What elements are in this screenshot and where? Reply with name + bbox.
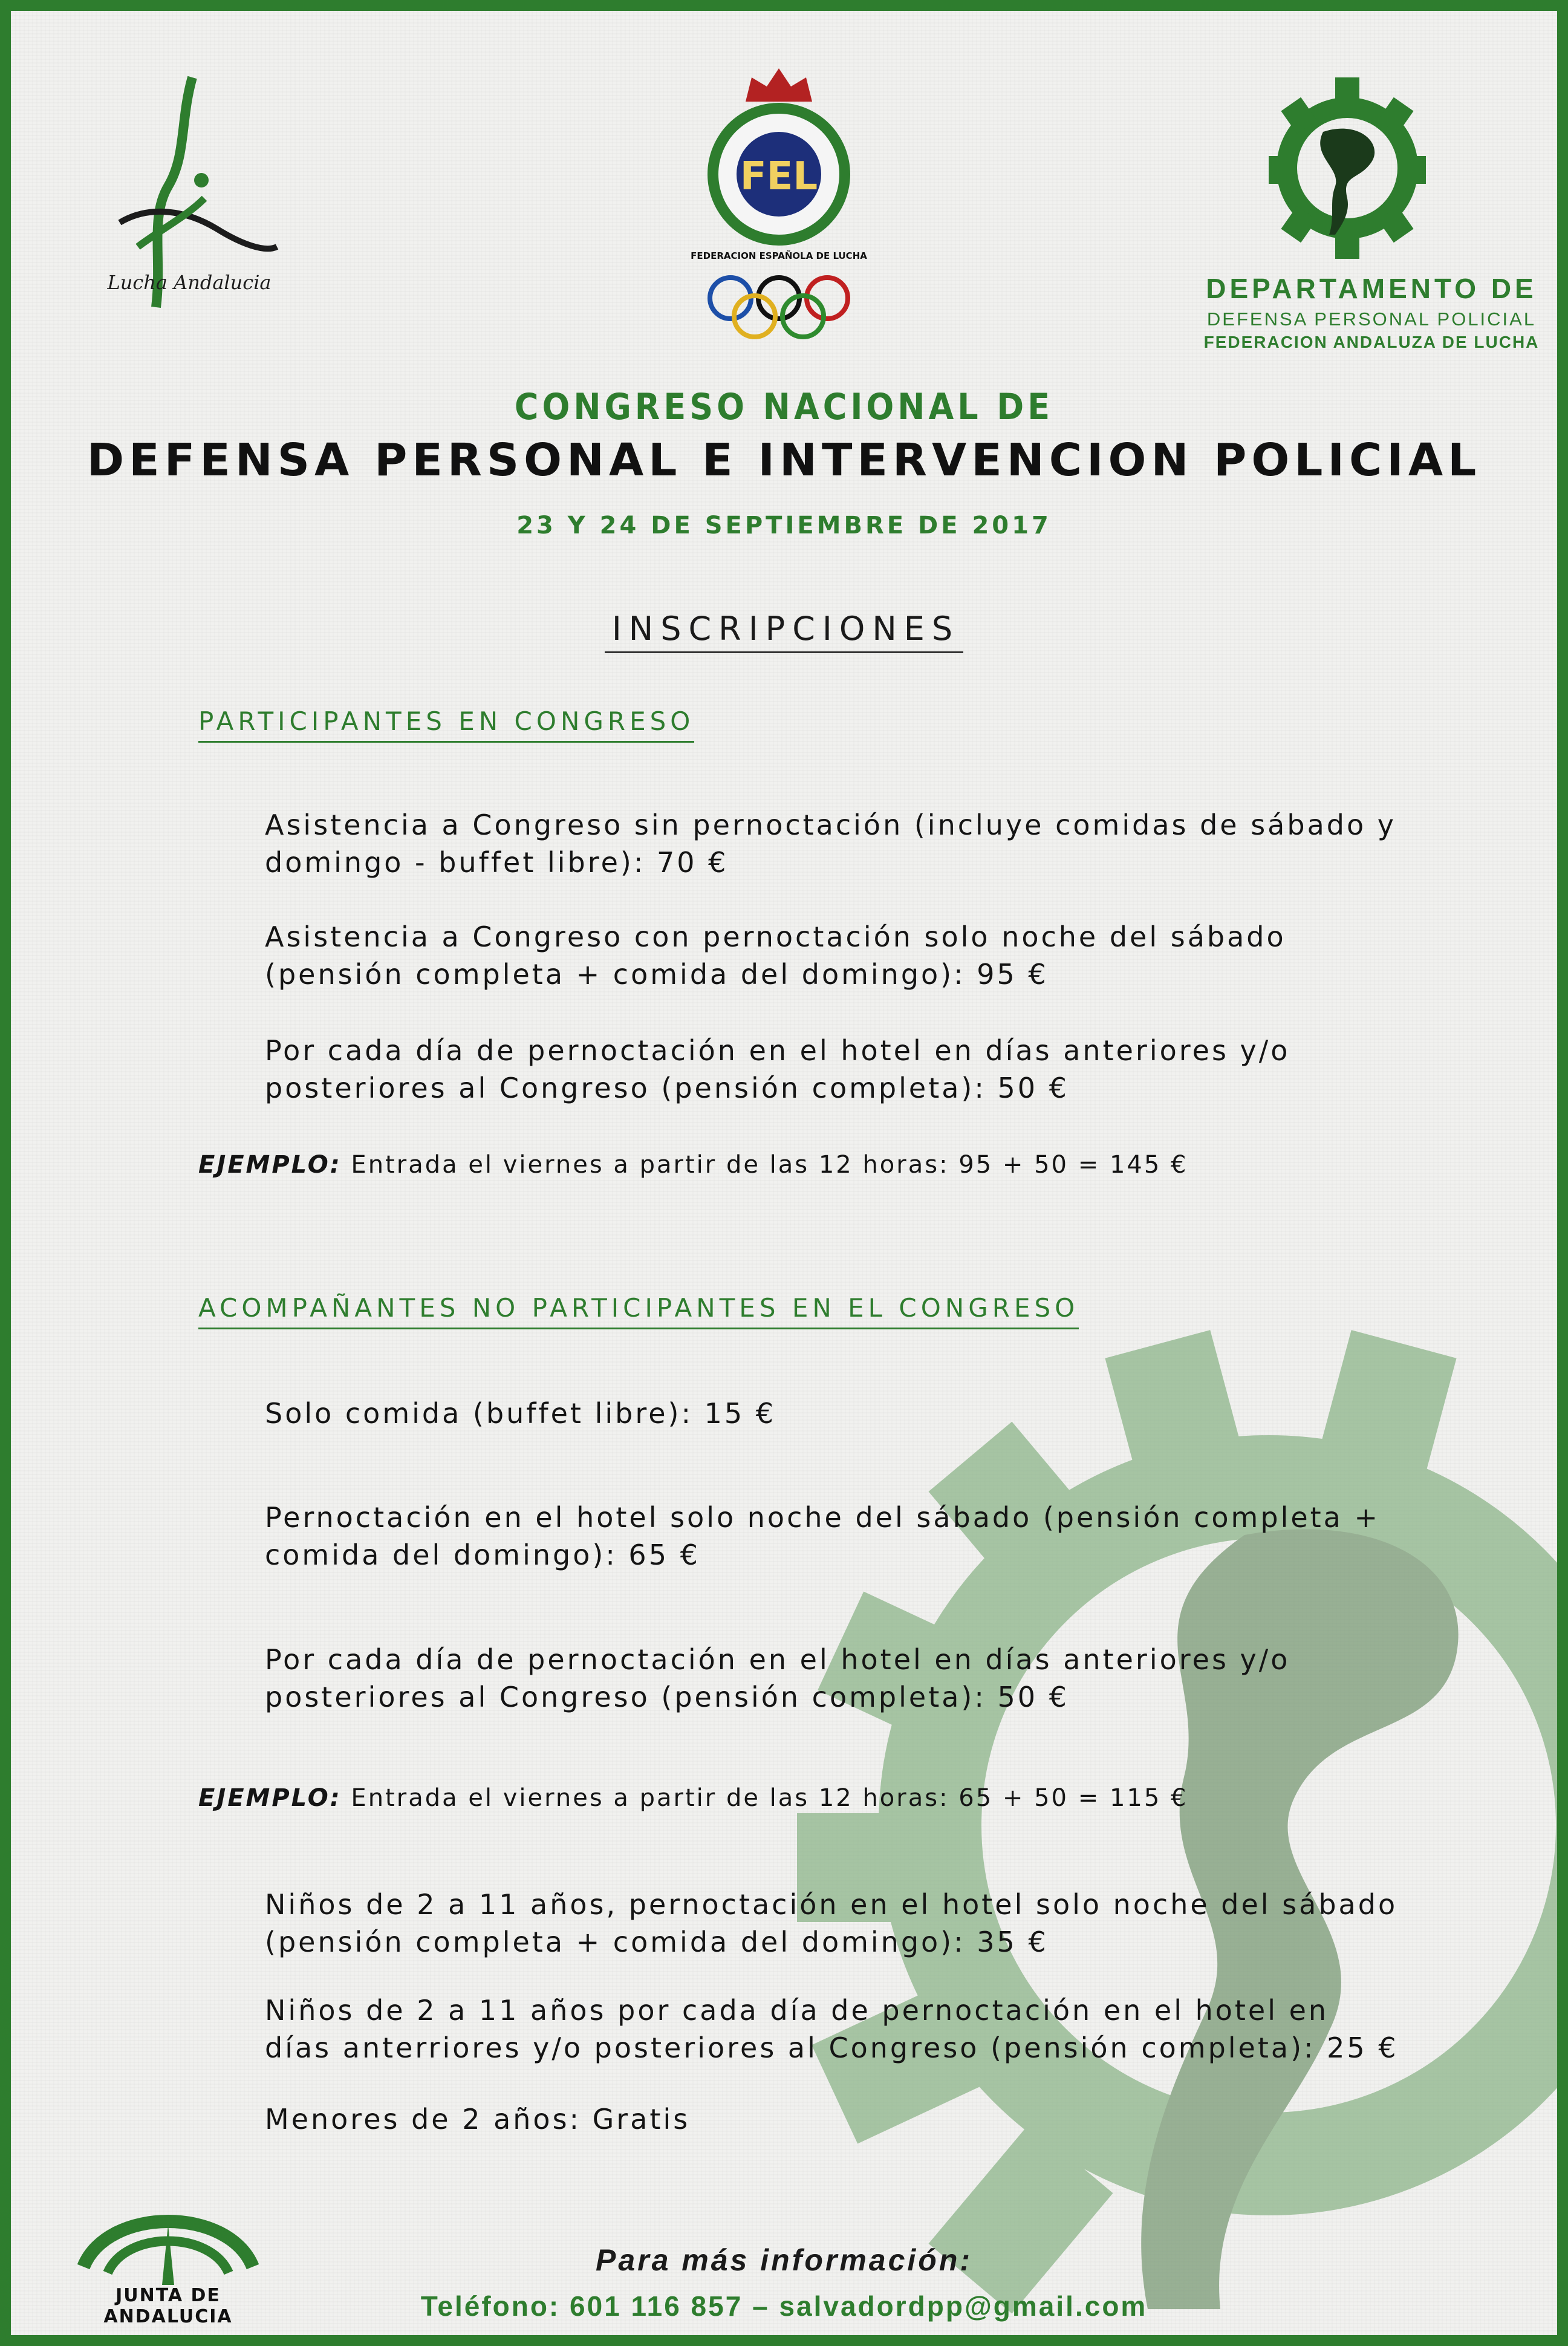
departamento-line1: DEPARTAMENTO DE xyxy=(1206,273,1537,304)
example-label: EJEMPLO: xyxy=(198,1784,342,1812)
fel-ring-text: FEDERACION ESPAÑOLA DE LUCHA xyxy=(691,250,867,261)
departamento-text-block xyxy=(1184,272,1557,352)
participantes-item: Por cada día de pernoctación en el hotel en días anteriores y/o posteriores al Congreso (pensión completa): 50 € xyxy=(265,1034,1290,1104)
departamento-line3: FEDERACION ANDALUZA DE LUCHA xyxy=(1203,333,1540,351)
acompanantes-item: Solo comida (buffet libre): 15 € xyxy=(265,1397,776,1430)
acompanantes-item: Por cada día de pernoctación en el hotel en días anteriores y/o posteriores al Congreso (pensión completa): 50 € xyxy=(265,1643,1290,1713)
ninos-item: Menores de 2 años: Gratis xyxy=(265,2103,691,2136)
title-congreso: CONGRESO NACIONAL DE xyxy=(514,386,1054,428)
example-label: EJEMPLO: xyxy=(198,1151,342,1179)
participantes-item: Asistencia a Congreso sin pernoctación (incluye comidas de sábado y domingo - buffet libre): 70 € xyxy=(265,809,1396,879)
event-date: 23 Y 24 DE SEPTIEMBRE DE 2017 xyxy=(516,512,1052,539)
more-info-label: Para más información: xyxy=(595,2243,973,2277)
fel-federation-logo xyxy=(688,65,870,344)
acompanantes-heading: ACOMPAÑANTES NO PARTICIPANTES EN EL CONGRESO xyxy=(198,1293,1079,1329)
example-text: Entrada el viernes a partir de las 12 horas: 65 + 50 = 115 € xyxy=(341,1784,1188,1812)
flyer-page xyxy=(11,11,1557,2335)
ninos-item: Niños de 2 a 11 años por cada día de pernoctación en el hotel en días anterriores y/o posteriores al Congreso (pensión completa): 25 € xyxy=(265,1994,1399,2064)
departamento-defensa-logo xyxy=(1269,77,1426,259)
contact-info: Teléfono: 601 116 857 – salvadordpp@gmail.com xyxy=(420,2290,1148,2322)
ninos-item: Niños de 2 a 11 años, pernoctación en el hotel solo noche del sábado (pensión completa + comida del domingo): 35 € xyxy=(265,1888,1398,1958)
inscripciones-heading: INSCRIPCIONES xyxy=(605,610,963,653)
fel-letters: FEL xyxy=(740,154,818,199)
participantes-example xyxy=(198,1151,1468,1179)
acompanantes-item: Pernoctación en el hotel solo noche del sábado (pensión completa + comida del domingo): 65 € xyxy=(265,1501,1381,1571)
title-main: DEFENSA PERSONAL E INTERVENCION POLICIAL xyxy=(86,434,1482,486)
junta-andalucia-label: JUNTA DE ANDALUCIA xyxy=(103,2285,233,2327)
participantes-heading: PARTICIPANTES EN CONGRESO xyxy=(198,706,694,743)
lucha-andalucia-label: Lucha Andalucia xyxy=(107,271,272,294)
inscripciones-heading-wrap xyxy=(11,610,1557,648)
example-text: Entrada el viernes a partir de las 12 horas: 95 + 50 = 145 € xyxy=(341,1151,1188,1179)
departamento-line2: DEFENSA PERSONAL POLICIAL xyxy=(1206,308,1537,330)
acompanantes-example xyxy=(198,1784,1468,1812)
participantes-item: Asistencia a Congreso con pernoctación solo noche del sábado (pensión completa + comida del domingo): 95 € xyxy=(265,920,1286,991)
